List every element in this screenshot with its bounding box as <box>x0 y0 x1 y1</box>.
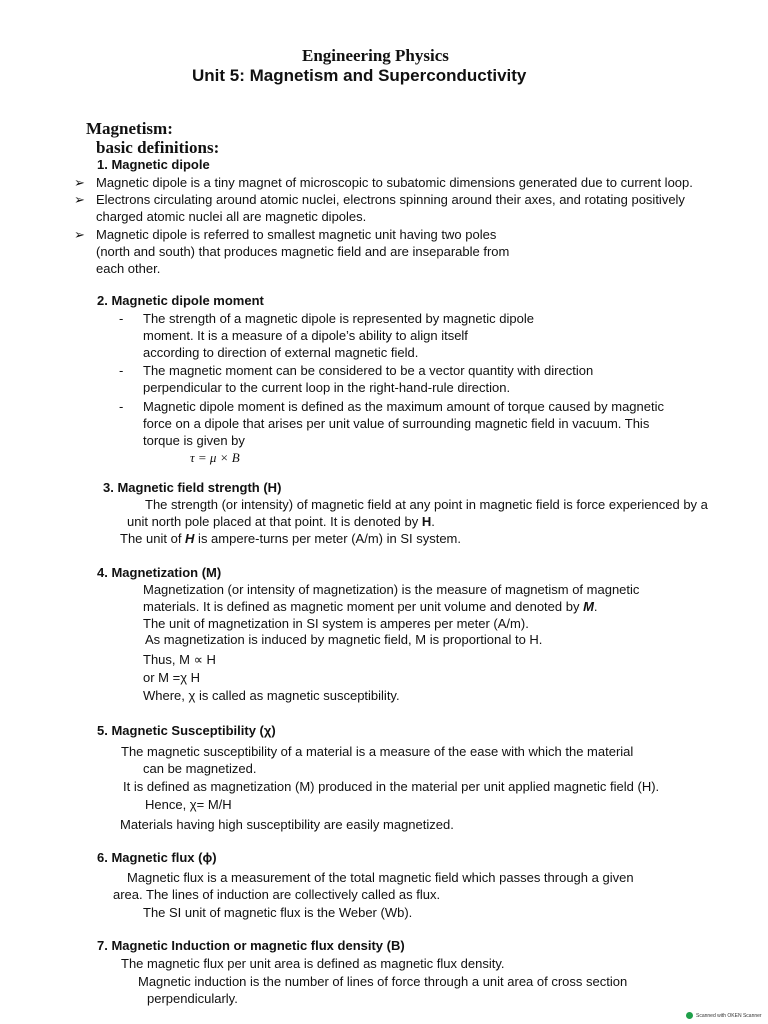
susceptibility-line-5: Materials having high susceptibility are easily magnetized. <box>120 817 454 832</box>
heading-magnetic-induction: 7. Magnetic Induction or magnetic flux density (B) <box>97 938 405 953</box>
bullet-arrow-icon: ➢ <box>74 175 85 190</box>
heading-susceptibility: 5. Magnetic Susceptibility (χ) <box>97 723 276 738</box>
magnetization-line-7: Where, χ is called as magnetic susceptibility. <box>143 688 400 703</box>
dash-bullet: - <box>119 399 124 414</box>
scanner-text: Scanned with OKEN Scanner <box>696 1013 762 1019</box>
section-subtitle: basic definitions: <box>96 138 220 157</box>
torque-formula: τ = μ × B <box>190 450 240 465</box>
dipole-line-1: Magnetic dipole is a tiny magnet of microscopic to subatomic dimensions generated due to current loop. <box>96 175 693 190</box>
scanner-logo-icon <box>686 1012 693 1019</box>
course-title: Engineering Physics <box>302 46 449 65</box>
heading-field-strength: 3. Magnetic field strength (H) <box>103 480 282 495</box>
induction-line-2: Magnetic induction is the number of lines of force through a unit area of cross section <box>138 974 628 989</box>
field-line-1: The strength (or intensity) of magnetic field at any point in magnetic field is force experienced by a <box>145 497 708 512</box>
induction-line-3: perpendicularly. <box>147 991 238 1006</box>
moment-line-2: moment. It is a measure of a dipole’s ability to align itself <box>143 328 468 343</box>
dipole-line-2: Electrons circulating around atomic nuclei, electrons spinning around their axes, and rotating positively <box>96 192 685 207</box>
scanner-watermark <box>686 1012 762 1020</box>
magnetization-line-6: or M =χ H <box>143 670 201 685</box>
moment-line-4: The magnetic moment can be considered to be a vector quantity with direction <box>143 363 594 378</box>
field-line-3: The unit of H is ampere-turns per meter (A/m) in SI system. <box>120 531 462 546</box>
field-line-2: unit north pole placed at that point. It is denoted by H. <box>127 514 435 529</box>
dipole-line-3: charged atomic nuclei all are magnetic dipoles. <box>96 209 367 224</box>
unit-title: Unit 5: Magnetism and Superconductivity <box>192 66 527 85</box>
induction-line-1: The magnetic flux per unit area is defined as magnetic flux density. <box>121 956 505 971</box>
moment-line-7: force on a dipole that arises per unit value of surrounding magnetic field in vacuum. This <box>143 416 650 431</box>
moment-line-3: according to direction of external magnetic field. <box>143 345 419 360</box>
dash-bullet: - <box>119 311 124 326</box>
heading-magnetization: 4. Magnetization (M) <box>97 565 222 580</box>
susceptibility-line-2: can be magnetized. <box>143 761 257 776</box>
susceptibility-line-4: Hence, χ= M/H <box>145 797 232 812</box>
magnetization-line-3: The unit of magnetization in SI system is amperes per meter (A/m). <box>143 616 529 631</box>
dipole-line-6: each other. <box>96 261 161 276</box>
magnetization-line-4: As magnetization is induced by magnetic field, M is proportional to H. <box>145 632 543 647</box>
heading-dipole-moment: 2. Magnetic dipole moment <box>97 293 264 308</box>
dash-bullet: - <box>119 363 124 378</box>
flux-line-1: Magnetic flux is a measurement of the total magnetic field which passes through a given <box>127 870 634 885</box>
dipole-line-4: Magnetic dipole is referred to smallest magnetic unit having two poles <box>96 227 497 242</box>
susceptibility-line-3: It is defined as magnetization (M) produced in the material per unit applied magnetic field (H). <box>123 779 660 794</box>
moment-line-5: perpendicular to the current loop in the right-hand-rule direction. <box>143 380 511 395</box>
moment-line-1: The strength of a magnetic dipole is represented by magnetic dipole <box>143 311 534 326</box>
section-title: Magnetism: <box>86 119 173 138</box>
magnetization-line-2: materials. It is defined as magnetic moment per unit volume and denoted by M. <box>143 599 598 614</box>
bullet-arrow-icon: ➢ <box>74 227 85 242</box>
moment-line-6: Magnetic dipole moment is defined as the maximum amount of torque caused by magnetic <box>143 399 664 414</box>
heading-magnetic-dipole: 1. Magnetic dipole <box>97 157 210 172</box>
moment-line-8: torque is given by <box>143 433 245 448</box>
susceptibility-line-1: The magnetic susceptibility of a material is a measure of the ease with which the material <box>121 744 634 759</box>
dipole-line-5: (north and south) that produces magnetic field and are inseparable from <box>96 244 510 259</box>
magnetization-line-5: Thus, M ∝ H <box>143 652 216 667</box>
flux-line-2: area. The lines of induction are collectively called as flux. <box>113 887 441 902</box>
magnetization-line-1: Magnetization (or intensity of magnetization) is the measure of magnetism of magnetic <box>143 582 640 597</box>
flux-line-3: The SI unit of magnetic flux is the Weber (Wb). <box>143 905 413 920</box>
bullet-arrow-icon: ➢ <box>74 192 85 207</box>
heading-magnetic-flux: 6. Magnetic flux (ϕ) <box>97 850 217 865</box>
